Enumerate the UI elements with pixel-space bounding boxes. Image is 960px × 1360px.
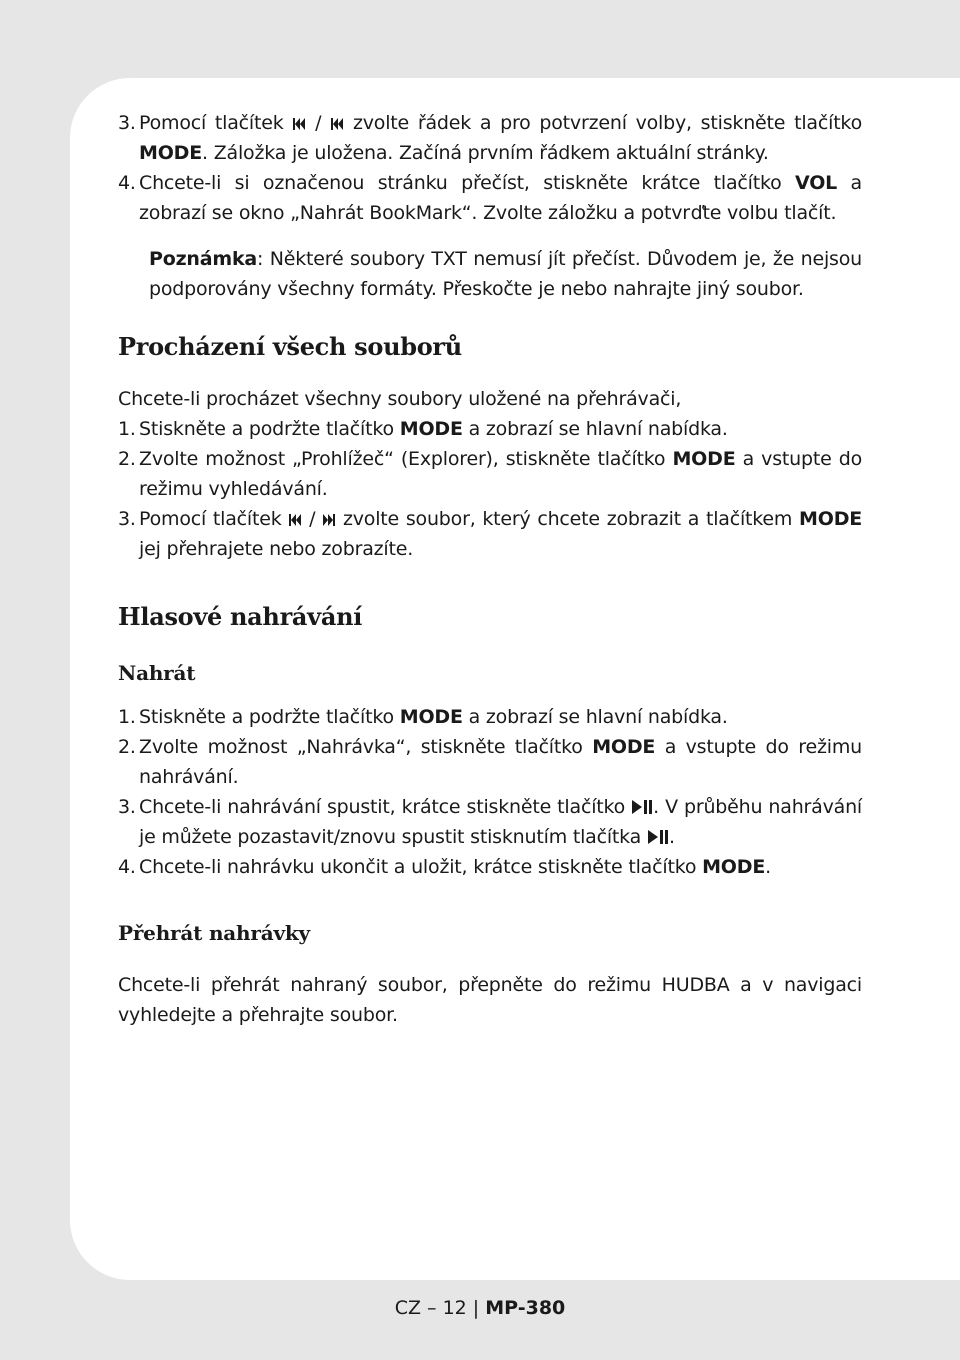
- mode-button-label: MODE: [399, 706, 463, 728]
- previous-track-icon: [330, 108, 344, 138]
- text-run: a vstupte do režimu vyhledávání.: [139, 448, 863, 500]
- mode-button-label: MODE: [399, 418, 463, 440]
- play-pause-icon: [647, 822, 669, 852]
- note-label: Poznámka: [149, 248, 258, 270]
- text-run: Stiskněte a podržte tlačítko: [139, 706, 394, 728]
- text-run: Pomocí tlačítek: [139, 508, 282, 530]
- item-number: 3.: [118, 508, 136, 530]
- text-run: Chcete-li nahrávku ukončit a uložit, krátce stiskněte tlačítko: [139, 856, 697, 878]
- list-item: [118, 168, 862, 228]
- list-item: [118, 732, 862, 792]
- item-text: [139, 792, 862, 852]
- mode-button-label: MODE: [592, 736, 656, 758]
- text-run: .: [668, 826, 675, 848]
- list-item: [118, 792, 862, 852]
- item-number: 3.: [118, 796, 136, 818]
- subsection-title-record: Nahrát: [118, 661, 196, 685]
- subsection-title-play: Přehrát nahrávky: [118, 921, 310, 945]
- text-run: zvolte řádek a pro potvrzení volby, stiskněte tlačítko: [352, 112, 862, 134]
- text-run: Chcete-li nahrávání spustit, krátce stiskněte tlačítko: [139, 796, 626, 818]
- text-run: Chcete-li si označenou stránku přečíst, stiskněte krátce tlačítko: [139, 172, 782, 194]
- text-run: Zvolte možnost „Nahrávka“, stiskněte tlačítko: [139, 736, 583, 758]
- item-text: [139, 168, 862, 228]
- play-text: Chcete-li přehrát nahraný soubor, přepněte do režimu HUDBA a v navigaci vyhledejte a přehrajte soubor.: [118, 974, 862, 1026]
- note: [149, 244, 862, 304]
- list-item: [118, 702, 862, 732]
- item-text: [139, 504, 862, 564]
- item-text: [139, 702, 862, 732]
- list-item: [118, 414, 862, 444]
- text-run: /: [309, 508, 316, 530]
- text-run: jej přehrajete nebo zobrazíte.: [139, 538, 414, 560]
- browse-intro: Chcete-li procházet všechny soubory uložené na přehrávači,: [118, 388, 682, 410]
- text-run: zvolte soubor, který chcete zobrazit a tlačítkem: [342, 508, 793, 530]
- list-item: [118, 444, 862, 504]
- footer-model: MP-380: [485, 1297, 566, 1319]
- text-run: a vstupte do režimu nahrávání.: [139, 736, 862, 788]
- mode-button-label: MODE: [799, 508, 863, 530]
- text-run: Zvolte možnost „Prohlížeč“ (Explorer), stiskněte tlačítko: [139, 448, 666, 470]
- mode-button-label: MODE: [672, 448, 736, 470]
- item-number: 1.: [118, 418, 136, 440]
- page-footer: [0, 1293, 960, 1323]
- text-run: /: [315, 112, 322, 134]
- item-text: [139, 414, 862, 444]
- list-item: [118, 108, 862, 168]
- page-content: [118, 108, 862, 1030]
- item-number: 3.: [118, 112, 136, 134]
- item-text: [139, 732, 862, 792]
- text-run: . Záložka je uložena. Začíná prvním řádkem aktuální stránky.: [202, 142, 769, 164]
- item-number: 1.: [118, 706, 136, 728]
- section-title-browse: Procházení všech souborů: [118, 332, 462, 361]
- note-text: : Některé soubory TXT nemusí jít přečíst. Důvodem je, že nejsou podporovány všechny formáty. Přeskočte je nebo nahrajte jiný soubor.: [149, 248, 862, 300]
- item-number: 2.: [118, 448, 136, 470]
- mode-button-label: MODE: [702, 856, 766, 878]
- item-text: [139, 108, 862, 168]
- next-track-icon: [322, 504, 336, 534]
- text-run: . V průběhu nahrávání je můžete pozastavit/znovu spustit stisknutím tlačítka: [139, 796, 863, 848]
- item-number: 2.: [118, 736, 136, 758]
- text-run: .: [765, 856, 771, 878]
- text-run: a zobrazí se hlavní nabídka.: [468, 706, 728, 728]
- list-item: [118, 852, 862, 882]
- previous-track-icon: [288, 504, 302, 534]
- text-run: Stiskněte a podržte tlačítko: [139, 418, 394, 440]
- previous-track-icon: [292, 108, 306, 138]
- mode-button-label: MODE: [139, 142, 203, 164]
- text-run: a zobrazí se hlavní nabídka.: [468, 418, 728, 440]
- item-number: 4.: [118, 856, 136, 878]
- footer-page: CZ – 12 |: [394, 1297, 480, 1319]
- item-number: 4.: [118, 172, 136, 194]
- item-text: [139, 852, 862, 882]
- list-item: [118, 504, 862, 564]
- play-pause-icon: [631, 792, 653, 822]
- section-title-voice: Hlasové nahrávání: [118, 602, 363, 631]
- text-run: a zobrazí se okno „Nahrát BookMark“. Zvolte záložku a potvrďte volbu tlačít.: [139, 172, 862, 224]
- item-text: [139, 444, 862, 504]
- text-run: Pomocí tlačítek: [139, 112, 284, 134]
- vol-button-label: VOL: [795, 172, 838, 194]
